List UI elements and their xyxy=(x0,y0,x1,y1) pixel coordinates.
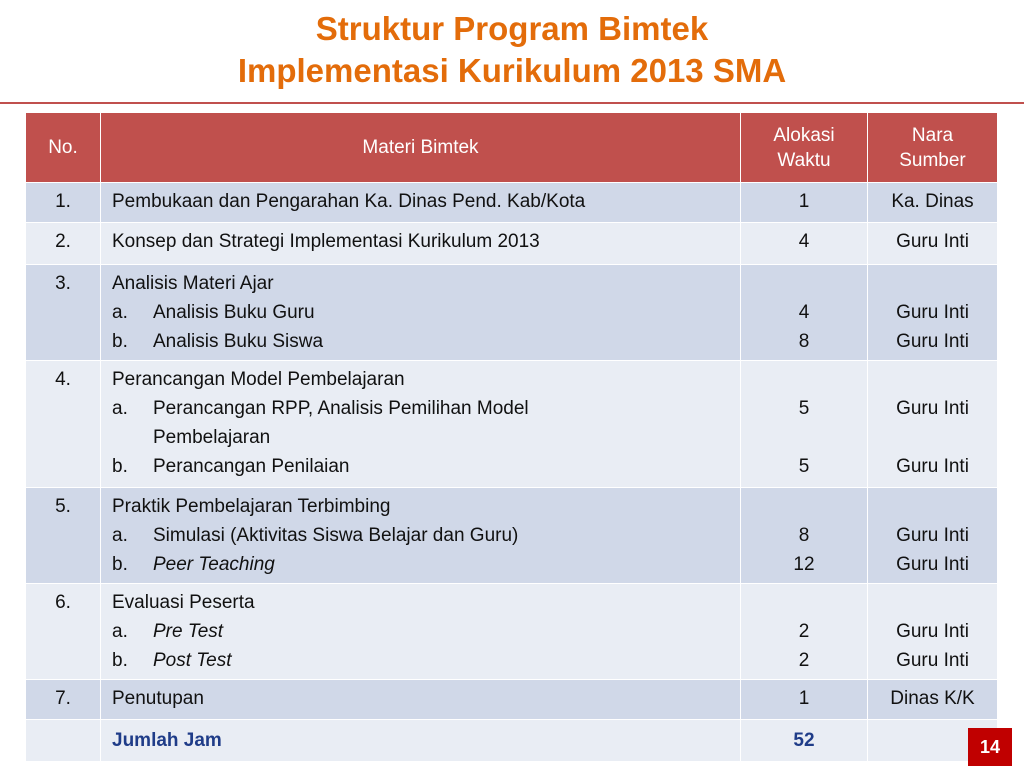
title-divider xyxy=(0,102,1024,104)
header-no: No. xyxy=(26,113,101,183)
sub-item-text: Analisis Buku Siswa xyxy=(153,331,324,352)
row-sumber xyxy=(868,265,998,361)
header-nara-line2: Sumber xyxy=(899,149,966,171)
table-row xyxy=(26,265,998,361)
sub-item-text-line1: Perancangan RPP, Analisis Pemilihan Model xyxy=(153,398,529,419)
sub-item xyxy=(112,394,730,452)
header-nara-sumber xyxy=(868,113,998,183)
sub-item-label: a. xyxy=(112,398,128,419)
row-waktu xyxy=(741,361,868,488)
sub-item-label: b. xyxy=(112,650,128,671)
sub-waktu: 8 xyxy=(798,331,810,352)
row-materi xyxy=(101,488,741,584)
row-waktu: 1 xyxy=(741,680,868,720)
sub-sumber: Guru Inti xyxy=(896,302,969,323)
sub-item-text: Analisis Buku Guru xyxy=(153,302,315,323)
sub-waktu: 12 xyxy=(793,554,815,575)
sub-item-text: Perancangan Penilaian xyxy=(153,456,350,477)
title-line-2: Implementasi Kurikulum 2013 SMA xyxy=(237,52,787,89)
sub-item-label: a. xyxy=(112,302,128,323)
header-alokasi-line1: Alokasi xyxy=(773,124,835,146)
row-materi xyxy=(101,584,741,680)
row-number: 2. xyxy=(26,223,101,265)
sub-item xyxy=(112,521,730,550)
sub-waktu: 4 xyxy=(798,302,810,323)
sub-item-text-line2: Pembelajaran xyxy=(153,427,271,448)
row-number: 1. xyxy=(26,183,101,223)
row-materi xyxy=(101,265,741,361)
row-sumber: Dinas K/K xyxy=(868,680,998,720)
row-waktu xyxy=(741,265,868,361)
row-materi: Konsep dan Strategi Implementasi Kurikulum 2013 xyxy=(101,223,741,265)
row-sumber: Ka. Dinas xyxy=(868,183,998,223)
row-sumber: Guru Inti xyxy=(868,223,998,265)
row-materi xyxy=(101,361,741,488)
total-label: Jumlah Jam xyxy=(101,720,741,762)
sub-sumber: Guru Inti xyxy=(896,621,969,642)
row-materi: Penutupan xyxy=(101,680,741,720)
sub-item xyxy=(112,452,730,481)
row-number: 4. xyxy=(26,361,101,488)
sub-item xyxy=(112,298,730,327)
total-row xyxy=(26,720,998,762)
sub-item-label: b. xyxy=(112,331,128,352)
row-waktu: 1 xyxy=(741,183,868,223)
sub-item-label: b. xyxy=(112,554,128,575)
materi-heading: Analisis Materi Ajar xyxy=(112,273,274,294)
sub-item-label: a. xyxy=(112,525,128,546)
table-header-row xyxy=(26,113,998,183)
row-waktu xyxy=(741,488,868,584)
materi-heading: Praktik Pembelajaran Terbimbing xyxy=(112,496,391,517)
sub-item-text xyxy=(153,394,730,452)
sub-item xyxy=(112,646,730,675)
row-waktu: 4 xyxy=(741,223,868,265)
row-number: 6. xyxy=(26,584,101,680)
sub-sumber: Guru Inti xyxy=(896,554,969,575)
sub-item-text: Simulasi (Aktivitas Siswa Belajar dan Guru) xyxy=(153,525,519,546)
table-row xyxy=(26,584,998,680)
sub-waktu: 5 xyxy=(798,398,810,419)
sub-waktu: 2 xyxy=(798,650,810,671)
materi-heading: Evaluasi Peserta xyxy=(112,592,255,613)
header-alokasi-line2: Waktu xyxy=(777,149,831,171)
sub-item-label: a. xyxy=(112,621,128,642)
page-number-badge: 14 xyxy=(968,728,1012,766)
sub-sumber: Guru Inti xyxy=(896,525,969,546)
sub-item-label: b. xyxy=(112,456,128,477)
total-value: 52 xyxy=(741,720,868,762)
sub-item xyxy=(112,550,730,579)
header-alokasi-waktu xyxy=(741,113,868,183)
header-materi: Materi Bimtek xyxy=(101,113,741,183)
sub-sumber: Guru Inti xyxy=(896,331,969,352)
sub-item-text: Post Test xyxy=(153,650,232,671)
table-row xyxy=(26,680,998,720)
table-row xyxy=(26,223,998,265)
materi-heading: Perancangan Model Pembelajaran xyxy=(112,369,405,390)
title-line-1: Struktur Program Bimtek xyxy=(315,10,709,47)
header-nara-line1: Nara xyxy=(911,124,954,146)
sub-waktu: 2 xyxy=(798,621,810,642)
row-number: 3. xyxy=(26,265,101,361)
row-number: 7. xyxy=(26,680,101,720)
bimtek-table xyxy=(25,112,998,762)
table-row xyxy=(26,488,998,584)
sub-sumber: Guru Inti xyxy=(896,398,969,419)
row-waktu xyxy=(741,584,868,680)
row-materi: Pembukaan dan Pengarahan Ka. Dinas Pend. Kab/Kota xyxy=(101,183,741,223)
sub-waktu: 5 xyxy=(798,456,810,477)
sub-item-text: Peer Teaching xyxy=(153,554,275,575)
total-empty-cell xyxy=(26,720,101,762)
slide-title xyxy=(0,8,1024,92)
row-sumber xyxy=(868,361,998,488)
sub-sumber: Guru Inti xyxy=(896,650,969,671)
table-row xyxy=(26,361,998,488)
sub-waktu: 8 xyxy=(798,525,810,546)
sub-item xyxy=(112,327,730,356)
row-number: 5. xyxy=(26,488,101,584)
sub-item-text: Pre Test xyxy=(153,621,224,642)
row-sumber xyxy=(868,488,998,584)
row-sumber xyxy=(868,584,998,680)
sub-item xyxy=(112,617,730,646)
sub-sumber: Guru Inti xyxy=(896,456,969,477)
table-row xyxy=(26,183,998,223)
